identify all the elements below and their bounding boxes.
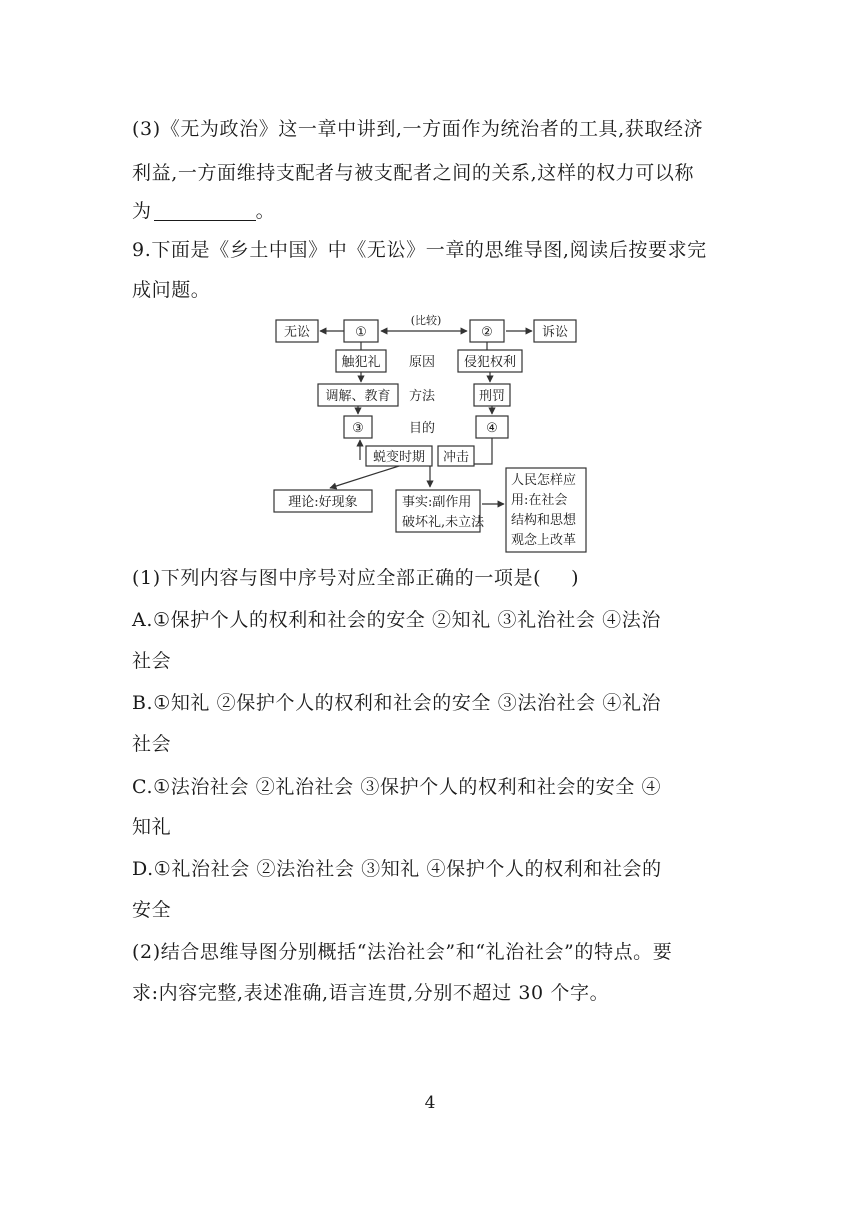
label-left-cause: 触犯礼 bbox=[341, 355, 381, 370]
label-litigation: 诉讼 bbox=[541, 325, 569, 340]
label-impact: 冲击 bbox=[442, 450, 470, 465]
label-theory: 理论:好现象 bbox=[288, 495, 358, 510]
label-right-cause: 侵犯权利 bbox=[463, 355, 517, 370]
label-row-method: 方法 bbox=[408, 389, 436, 404]
q8-3-line2: 利益,一方面维持支配者与被支配者之间的关系,这样的权力可以称 bbox=[132, 162, 695, 184]
q9-intro-line1: 9.下面是《乡土中国》中《无讼》一章的思维导图,阅读后按要求完 bbox=[132, 239, 707, 261]
label-4: ④ bbox=[486, 421, 498, 436]
label-3: ③ bbox=[352, 421, 364, 436]
option-a-line1: A.①保护个人的权利和社会的安全 ②知礼 ③礼治社会 ④法治 bbox=[132, 609, 661, 631]
label-people-line1: 人民怎样应 bbox=[511, 473, 577, 488]
q8-3-line3 bbox=[132, 199, 275, 223]
label-left-method: 调解、教育 bbox=[325, 389, 391, 404]
q8-3-suffix: 。 bbox=[255, 200, 276, 222]
label-people-line4: 观念上改革 bbox=[511, 533, 577, 548]
option-b-line1: B.①知礼 ②保护个人的权利和社会的安全 ③法治社会 ④礼治 bbox=[132, 692, 662, 714]
label-row-goal: 目的 bbox=[408, 421, 436, 436]
label-fact-line1: 事实:副作用 bbox=[402, 495, 472, 510]
option-d-line1: D.①礼治社会 ②法治社会 ③知礼 ④保护个人的权利和社会的 bbox=[132, 858, 662, 880]
answer-blank bbox=[154, 202, 256, 221]
label-people-line2: 用:在社会 bbox=[511, 493, 568, 508]
label-2: ② bbox=[481, 325, 493, 340]
arrow-to-theory bbox=[330, 466, 399, 488]
sub1-stem-before: (1)下列内容与图中序号对应全部正确的一项是( bbox=[132, 567, 542, 589]
label-compare: (比较) bbox=[410, 314, 442, 327]
mind-map-diagram bbox=[270, 312, 600, 556]
label-fact-line2: 破坏礼,未立法 bbox=[402, 515, 485, 530]
option-d-line2: 安全 bbox=[132, 899, 172, 921]
q8-3-line1: (3)《无为政治》这一章中讲到,一方面作为统治者的工具,获取经济 bbox=[132, 118, 704, 140]
sub2-line1: (2)结合思维导图分别概括“法治社会”和“礼治社会”的特点。要 bbox=[132, 941, 673, 963]
q8-3-prefix: 为 bbox=[132, 200, 152, 222]
q9-intro-line2: 成问题。 bbox=[132, 279, 211, 301]
option-c-line1: C.①法治社会 ②礼治社会 ③保护个人的权利和社会的安全 ④ bbox=[132, 776, 662, 798]
label-no-litigation: 无讼 bbox=[283, 325, 311, 340]
connector-4-impact bbox=[474, 438, 492, 464]
page-number: 4 bbox=[424, 1093, 436, 1113]
option-c-line2: 知礼 bbox=[132, 816, 172, 838]
sub2-line2: 求:内容完整,表述准确,语言连贯,分别不超过 30 个字。 bbox=[132, 982, 610, 1004]
label-1: ① bbox=[355, 325, 367, 340]
label-row-cause: 原因 bbox=[408, 355, 436, 370]
option-b-line2: 社会 bbox=[132, 733, 172, 755]
label-transition: 蜕变时期 bbox=[372, 450, 426, 465]
label-people-line3: 结构和思想 bbox=[511, 513, 577, 528]
sub1-stem-after: ) bbox=[571, 567, 580, 589]
option-a-line2: 社会 bbox=[132, 650, 172, 672]
label-right-method: 刑罚 bbox=[478, 389, 506, 404]
sub1-stem bbox=[132, 566, 579, 590]
